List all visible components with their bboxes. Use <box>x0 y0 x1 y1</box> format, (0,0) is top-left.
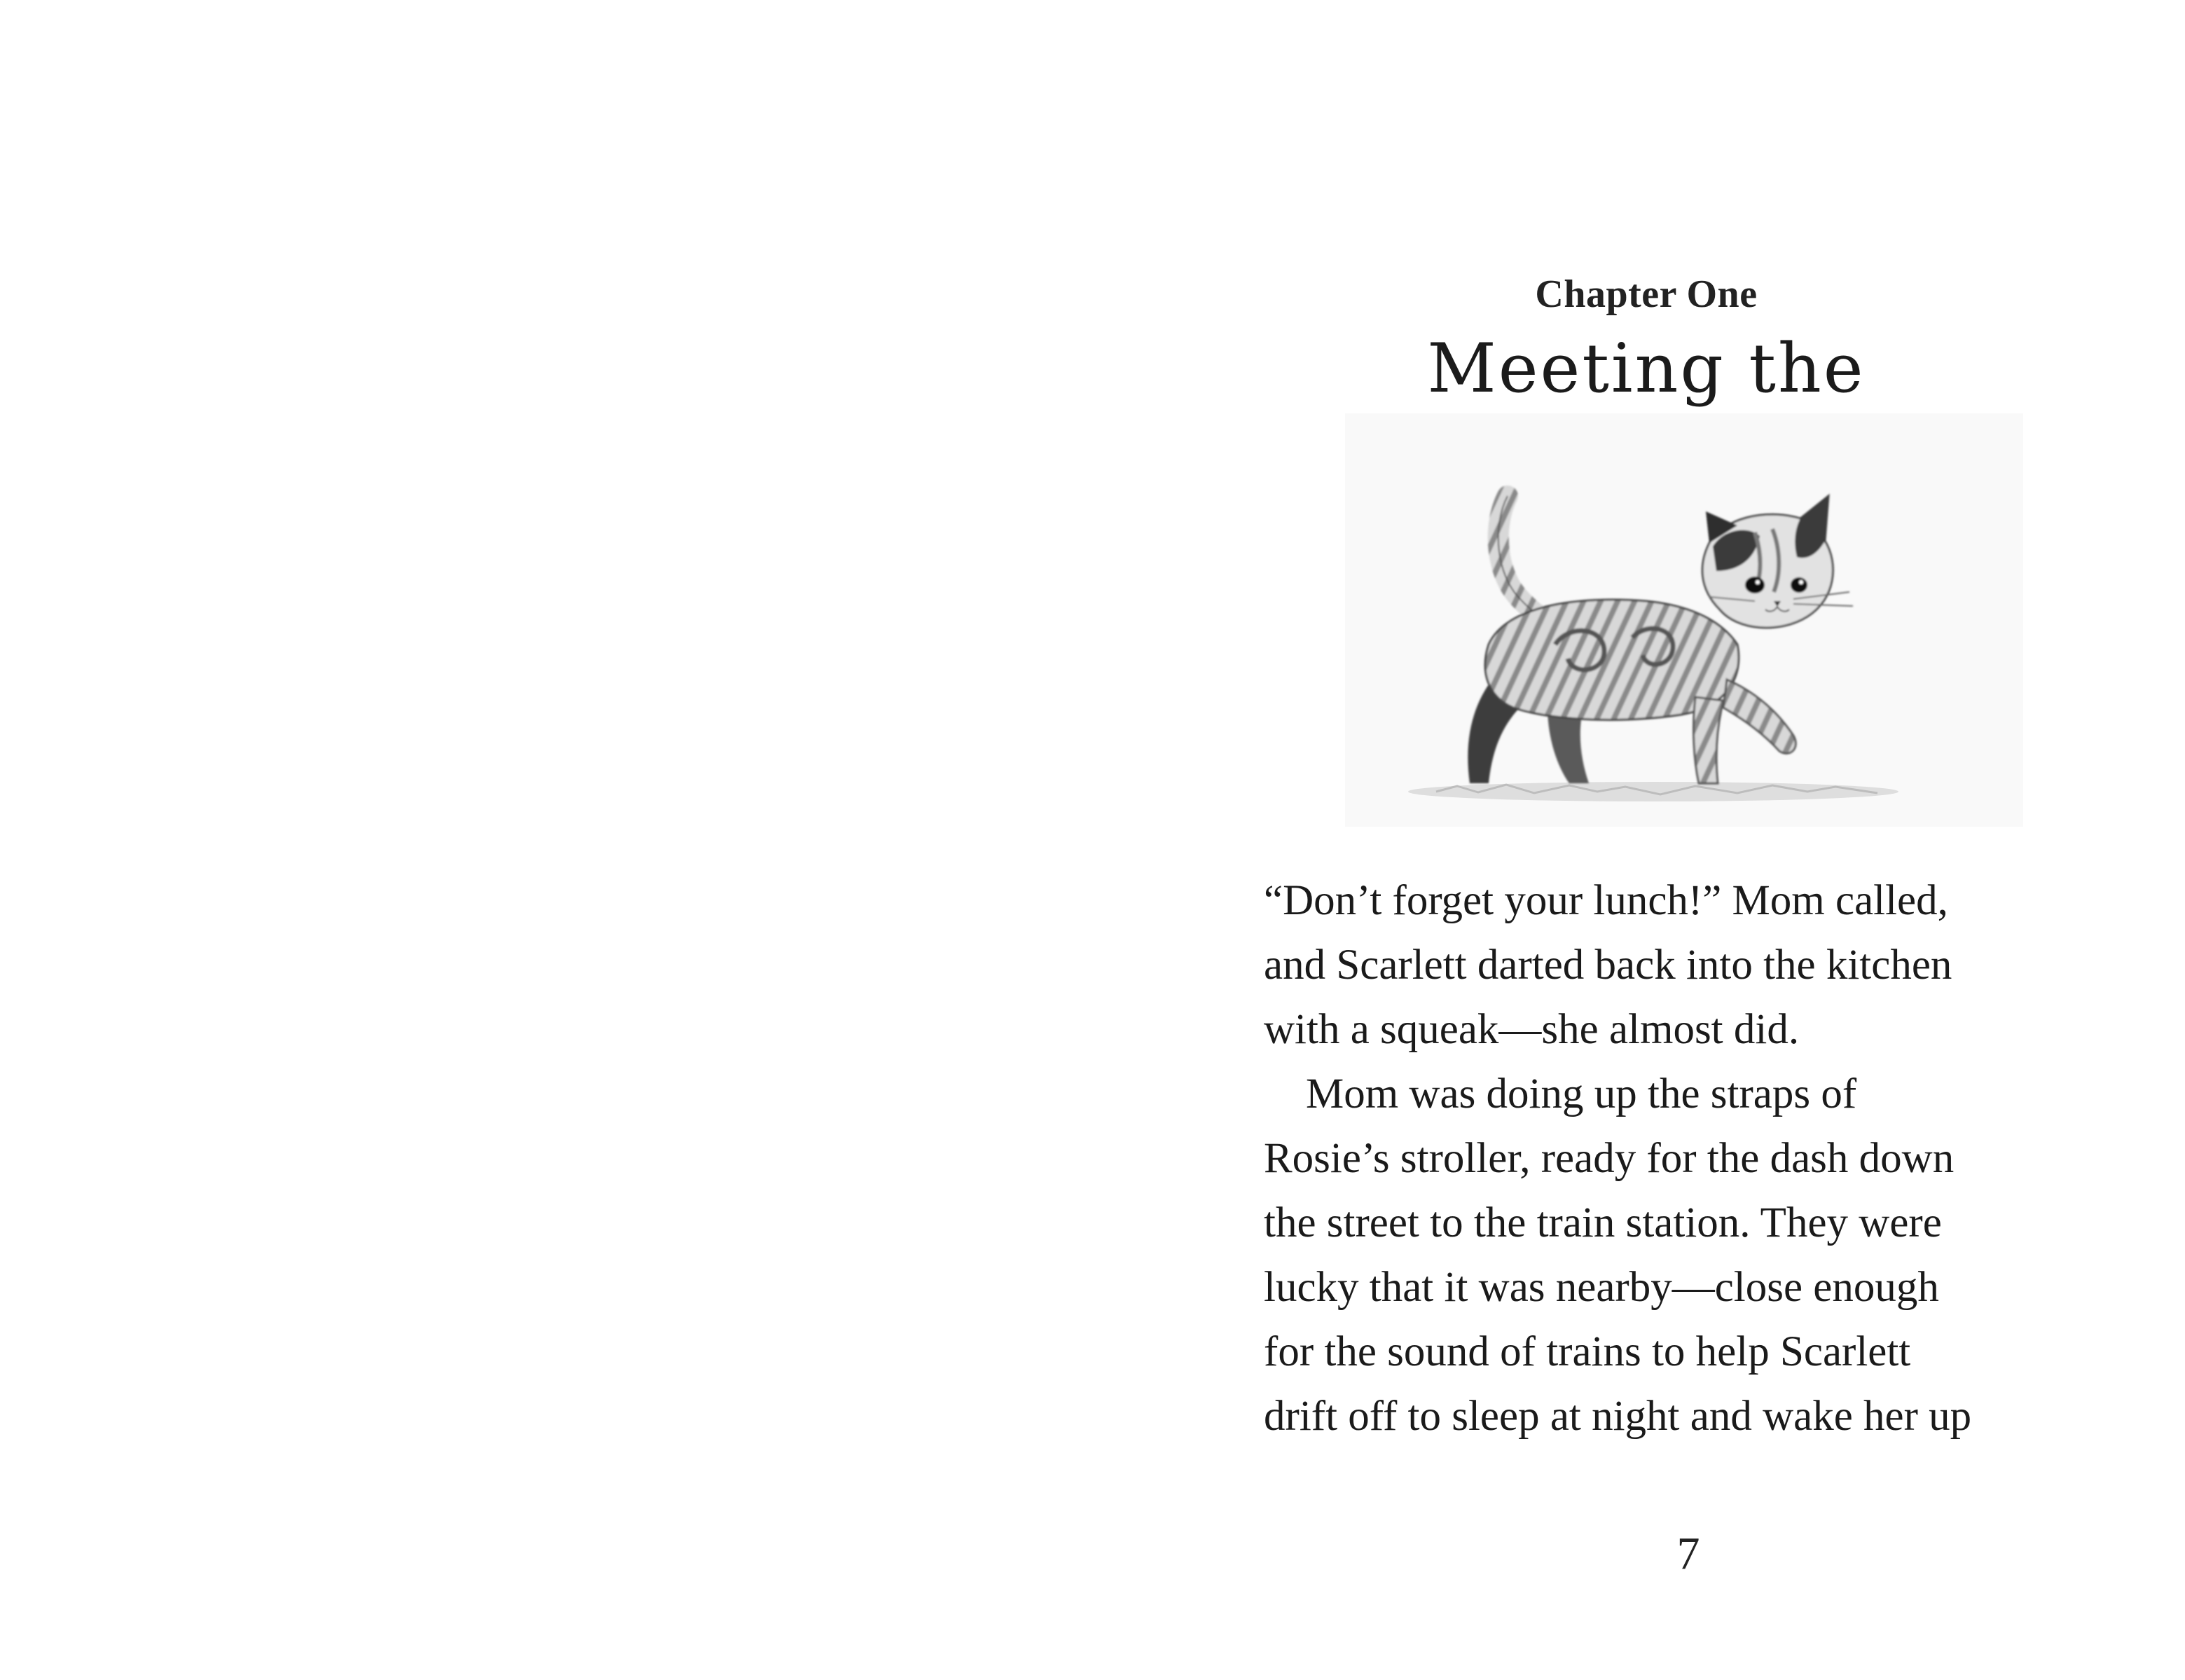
text-line: “Don’t forget your lunch!” Mom called, <box>1264 877 1948 924</box>
right-page <box>1093 0 2185 1680</box>
paragraph-1 <box>1264 869 2048 1062</box>
text-line: with a squeak—she almost did. <box>1264 1006 1800 1053</box>
chapter-title: Meeting the <box>1427 329 1866 408</box>
chapter-label: Chapter One <box>1535 273 1758 316</box>
ground-shading <box>1408 782 1898 801</box>
text-line: Mom was doing up the straps of <box>1306 1070 1857 1117</box>
body-text <box>1264 869 2048 1449</box>
text-line: lucky that it was nearby—close enough <box>1264 1264 1939 1311</box>
page-number <box>1093 1527 1962 1581</box>
kitten-illustration <box>1345 413 2023 827</box>
text-line: Rosie’s stroller, ready for the dash down <box>1264 1135 1955 1182</box>
text-line: the street to the train station. They were <box>1264 1199 1942 1246</box>
text-line: and Scarlett darted back into the kitchen <box>1264 942 1952 989</box>
page-number-value: 7 <box>1676 1528 1700 1579</box>
paragraph-2 <box>1264 1062 2048 1449</box>
text-line: drift off to sleep at night and wake her up <box>1264 1393 1972 1440</box>
text-line: for the sound of trains to help Scarlett <box>1264 1328 1911 1375</box>
